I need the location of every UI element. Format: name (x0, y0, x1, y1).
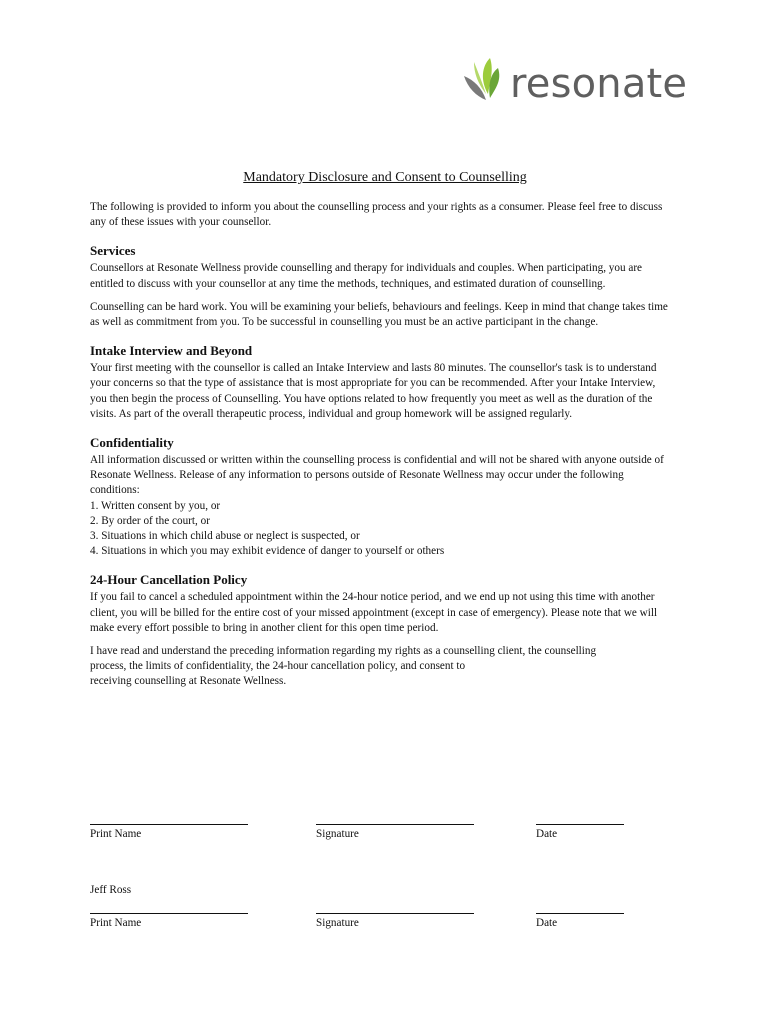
document-body (90, 200, 670, 690)
cancellation-paragraph: If you fail to cancel a scheduled appointment within the 24-hour notice period, and we end up not using this time with another client, you will be billed for the entire cost of your missed appointment (except in case of emergency). Please note that we will make every effort possible to bring in another client for this open time period. (90, 591, 658, 634)
list-item: 2. By order of the court, or (90, 514, 210, 527)
intake-paragraph: Your first meeting with the counsellor is called an Intake Interview and lasts 80 minutes. The counsellor's task is to understand your concerns so that the type of assistance that is most appropriate for you can be recommended. After your Intake Interview, you then begin the process of Counselling. You have options related to how frequently you meet as well as the duration of the visits. As part of the overall therapeutic process, individual and group homework will be assigned regularly. (90, 362, 657, 420)
client-print-name-line[interactable] (90, 812, 248, 825)
logo-wordmark: resonate (510, 61, 688, 107)
client-signature-line[interactable] (316, 812, 474, 825)
acknowledgement-line-2: process, the limits of confidentiality, the 24-hour cancellation policy, and consent to (90, 660, 466, 673)
client-print-name-label: Print Name (90, 828, 142, 840)
counsellor-name: Jeff Ross (90, 884, 132, 896)
confidentiality-paragraph: All information discussed or written within the counselling process is confidential and will not be shared with anyone outside of Resonate Wellness. Release of any information to persons outside of Resonate Wellness may occur under the following conditions: (90, 454, 664, 497)
acknowledgement-line-3: receiving counselling at Resonate Wellness. (90, 675, 287, 688)
confidentiality-heading: Confidentiality (90, 435, 174, 451)
list-item: 1. Written consent by you, or (90, 499, 221, 512)
counsellor-signature-line[interactable] (316, 901, 474, 914)
counsellor-date-line[interactable] (536, 901, 624, 914)
services-heading: Services (90, 243, 136, 259)
resonate-logo (460, 52, 688, 112)
list-item: 4. Situations in which you may exhibit evidence of danger to yourself or others (90, 545, 445, 558)
acknowledgement-line-1: I have read and understand the preceding information regarding my rights as a counselling client, the counselling (90, 645, 597, 658)
leaf-logo-icon (460, 54, 512, 110)
list-item: 3. Situations in which child abuse or neglect is suspected, or (90, 530, 360, 543)
intro-paragraph: The following is provided to inform you about the counselling process and your rights as a consumer. Please feel free to discuss any of these issues with your counsellor. (90, 201, 663, 229)
counsellor-signature-label: Signature (316, 917, 359, 929)
client-date-line[interactable] (536, 812, 624, 825)
client-signature-label: Signature (316, 828, 359, 840)
counsellor-print-name-line[interactable] (90, 901, 248, 914)
counsellor-print-name-label: Print Name (90, 917, 142, 929)
cancellation-heading: 24-Hour Cancellation Policy (90, 572, 248, 588)
counsellor-date-label: Date (536, 917, 558, 929)
services-paragraph-1: Counsellors at Resonate Wellness provide counselling and therapy for individuals and couples. When participating, you are entitled to discuss with your counsellor at any time the methods, techniques, and estimated duration of counselling. (90, 262, 643, 290)
client-date-label: Date (536, 828, 558, 840)
services-paragraph-2: Counselling can be hard work. You will be examining your beliefs, behaviours and feelings. Keep in mind that change takes time as well as commitment from you. To be successful in counselling you must be an active participant in the change. (90, 300, 668, 329)
document-title: Mandatory Disclosure and Consent to Counselling (243, 170, 527, 185)
intake-heading: Intake Interview and Beyond (90, 343, 253, 359)
confidentiality-conditions-list (90, 499, 670, 560)
